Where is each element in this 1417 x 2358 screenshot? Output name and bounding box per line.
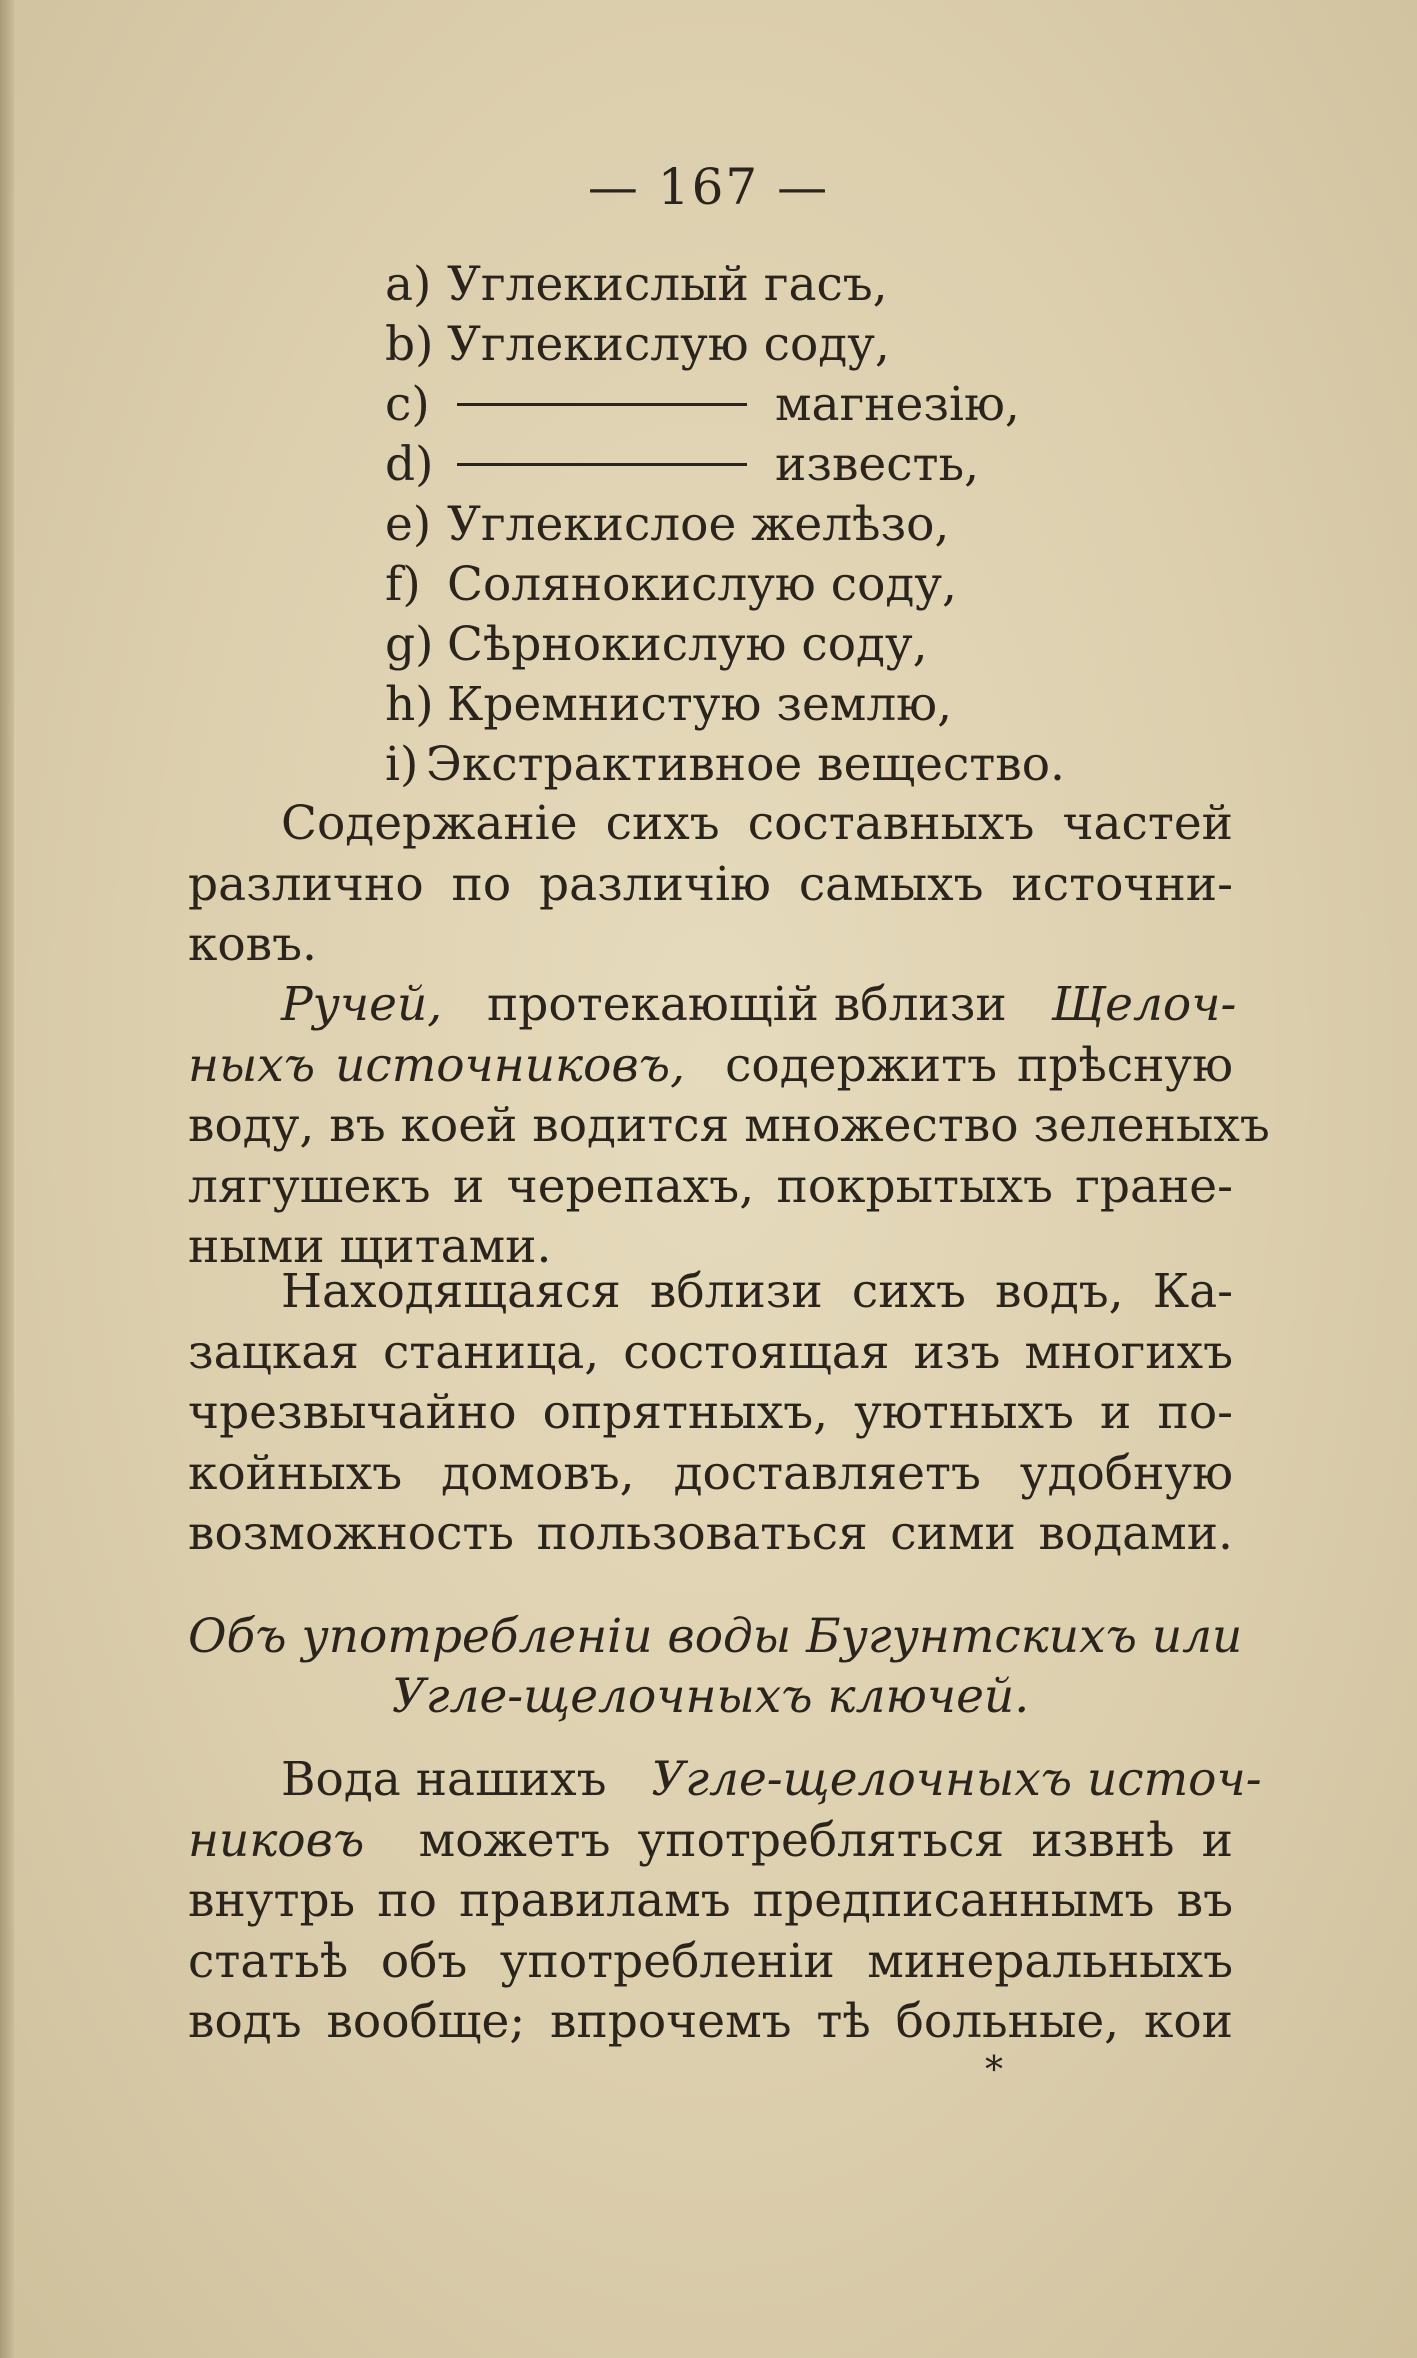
page-number: — 167 —	[587, 158, 830, 216]
list-item	[385, 615, 1065, 675]
text-line	[188, 1811, 1233, 1872]
list-marker: d)	[385, 437, 434, 492]
text-line: лягушекъ и черепахъ, покрытыхъ гране-	[188, 1158, 1233, 1214]
text-line	[188, 1036, 1233, 1097]
list-marker: b)	[385, 317, 434, 372]
paragraph-stream	[188, 975, 1270, 1278]
list-marker: c)	[385, 377, 430, 432]
italic-text: Щелоч-	[1051, 977, 1237, 1032]
list-text: магнезію,	[775, 377, 1020, 432]
text-line: зацкая станица, состоящая изъ многихъ	[188, 1324, 1233, 1380]
list-text: Углекислое желѣзо,	[447, 497, 950, 552]
list-text: Кремнистую землю,	[447, 677, 953, 732]
text-line	[188, 1750, 1262, 1811]
italic-text: Ручей,	[281, 977, 443, 1032]
paragraph-composition	[188, 794, 1233, 976]
text-line: Содержаніе сихъ составныхъ частей	[281, 796, 1233, 851]
paragraph-usage	[188, 1750, 1262, 2053]
list-item	[385, 555, 1065, 615]
text-span: Вода нашихъ	[281, 1752, 607, 1807]
italic-text: Угле-щелочныхъ источ-	[651, 1752, 1262, 1807]
paragraph-village	[188, 1262, 1233, 1565]
list-item	[385, 675, 1065, 735]
text-line: статьѣ объ употребленіи минеральныхъ	[188, 1933, 1233, 1989]
text-line: ными щитами.	[188, 1219, 552, 1274]
ditto-dash	[457, 463, 747, 466]
list-marker: a)	[385, 257, 432, 312]
list-text: Сѣрнокислую соду,	[447, 617, 928, 672]
list-text: Экстрактивное вещество.	[425, 737, 1065, 792]
heading-line: Угле-щелочныхъ ключей.	[391, 1669, 1030, 1724]
text-span: можетъ употребляться извнѣ и	[418, 1812, 1233, 1868]
list-marker: e)	[385, 497, 432, 552]
list-text: Солянокислую соду,	[447, 557, 957, 612]
text-line: ковъ.	[188, 917, 317, 972]
list-text: Углекислую соду,	[447, 317, 890, 372]
italic-text: ныхъ источниковъ,	[188, 1037, 686, 1093]
ditto-dash	[457, 403, 747, 406]
list-text: Углекислый гасъ,	[447, 257, 888, 312]
text-line: внутрь по правиламъ предписаннымъ въ	[188, 1873, 1233, 1928]
list-item	[385, 735, 1065, 795]
list-item	[385, 495, 1065, 555]
text-span: протекающій вблизи	[486, 977, 1007, 1032]
list-item	[385, 315, 1065, 375]
text-line: водъ вообще; впрочемъ тѣ больные, кои	[188, 1994, 1233, 2049]
list-item	[385, 375, 1065, 435]
text-line: воду, въ коей водится множество зеленыхъ	[188, 1098, 1270, 1153]
list-item	[385, 435, 1065, 495]
text-line: различно по различію самыхъ источни-	[188, 856, 1233, 912]
list-marker: g)	[385, 617, 434, 672]
list-marker: f)	[385, 557, 421, 612]
italic-text: никовъ	[188, 1812, 365, 1868]
list-marker: h)	[385, 677, 434, 732]
text-line: койныхъ домовъ, доставляетъ удобную	[188, 1445, 1233, 1501]
list-text: известь,	[775, 437, 980, 492]
text-line: Находящаяся вблизи сихъ водъ, Ка-	[281, 1264, 1233, 1319]
text-line: возможность пользоваться сими водами.	[188, 1506, 1233, 1561]
list-marker: i)	[385, 737, 419, 792]
page-edge	[0, 0, 14, 2358]
ingredient-list	[385, 255, 1065, 795]
signature-mark: *	[985, 2050, 1003, 2091]
text-line: чрезвычайно опрятныхъ, уютныхъ и по-	[188, 1385, 1233, 1440]
heading-line: Объ употребленіи воды Бугунтскихъ или	[188, 1609, 1243, 1664]
list-item	[385, 255, 1065, 315]
text-line	[188, 975, 1237, 1036]
section-heading	[188, 1607, 1243, 1727]
text-span: содержитъ прѣсную	[725, 1037, 1234, 1093]
